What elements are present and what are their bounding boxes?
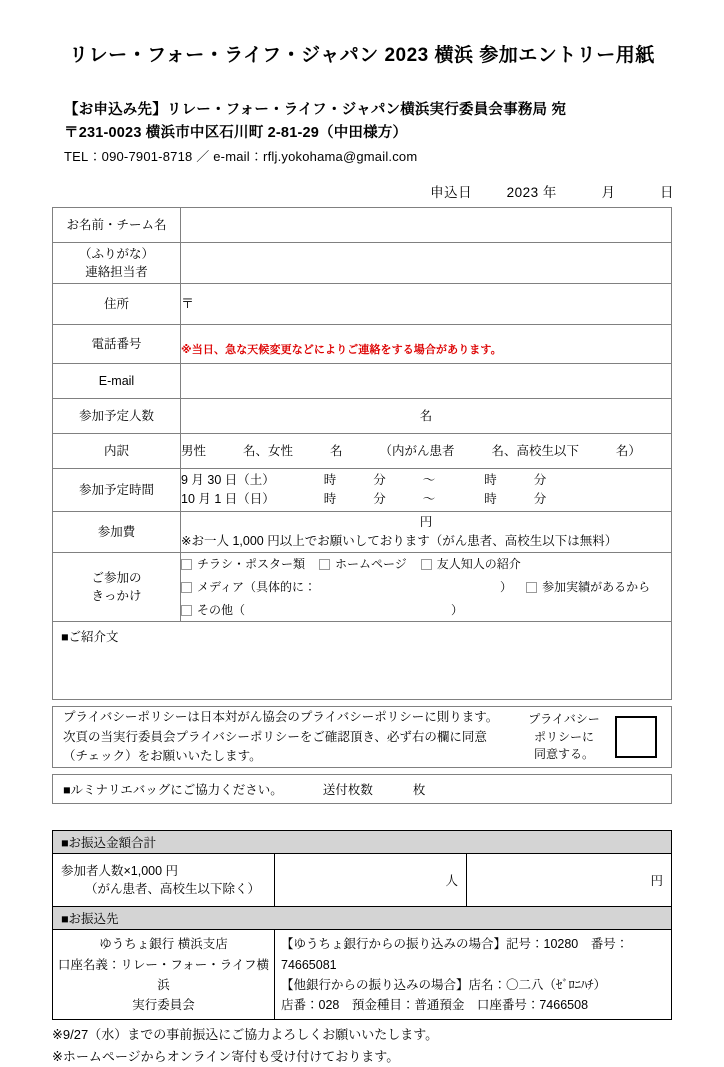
day2-tilde: ～ — [422, 492, 436, 507]
checkbox-past-participation[interactable] — [526, 582, 537, 593]
trigger-options — [181, 553, 672, 622]
day1-start-minute: 分 — [373, 472, 386, 487]
contact-addressee: 【お申込み先】リレー・フォー・ライフ・ジャパン横浜実行委員会事務局 宛 — [64, 102, 567, 118]
table-row-fee — [53, 512, 672, 553]
checkbox-media[interactable] — [181, 582, 192, 593]
label-expected-count: 参加予定人数 — [53, 399, 181, 434]
table-row-breakdown — [53, 434, 672, 469]
checkbox-label-past-participation: 参加実績があるから — [542, 579, 651, 594]
input-address[interactable] — [181, 284, 672, 325]
day1-tilde: ～ — [422, 472, 436, 487]
media-close-paren: ） — [500, 579, 513, 594]
input-expected-time[interactable] — [181, 469, 672, 512]
privacy-consent-label — [521, 711, 607, 763]
payment-total-header: ■お振込金額合計 — [53, 831, 672, 854]
contact-block — [36, 99, 688, 167]
label-tel: 電話番号 — [53, 325, 181, 364]
people-unit: 人 — [445, 874, 458, 889]
consent-line-3: 同意する。 — [533, 747, 594, 762]
expected-count-unit: 名 — [419, 408, 433, 423]
payment-table — [52, 830, 672, 1020]
payment-amount-exclusion: （がん患者、高校生以下除く） — [85, 882, 261, 897]
bank-transfer-details — [275, 930, 672, 1020]
postal-mark-icon: 〒 — [181, 296, 195, 312]
checkbox-homepage[interactable] — [319, 559, 330, 570]
privacy-line-1: プライバシーポリシーは日本対がん協会のプライバシーポリシーに則ります。 — [63, 710, 499, 725]
luminaria-bag-row — [52, 774, 672, 804]
application-date-line — [36, 181, 688, 201]
luminaria-count-label: 送付枚数 — [322, 783, 373, 798]
payment-destination-header: ■お振込先 — [53, 907, 672, 930]
checkbox-label-media: メディア（具体的に： — [197, 579, 317, 594]
breakdown-male-label: 男性 — [181, 443, 207, 458]
payment-total-header-row — [53, 831, 672, 854]
bank-holder-line2: 実行委員会 — [132, 998, 195, 1013]
label-address: 住所 — [53, 284, 181, 325]
input-expected-count[interactable] — [181, 399, 672, 434]
entry-details-table — [52, 207, 672, 622]
breakdown-female-unit: 名 — [329, 443, 343, 458]
fee-note: ※お一人 1,000 円以上でお願いしております（がん患者、高校生以下は無料） — [181, 534, 618, 549]
input-total-yen[interactable] — [467, 854, 672, 907]
expected-time-day1[interactable] — [181, 471, 671, 490]
contact-tel-email: TEL：090-7901-8718 ／ e-mail：rflj.yokohama@gmail.com — [64, 148, 418, 164]
intro-text-box[interactable] — [52, 622, 672, 700]
checkbox-other[interactable] — [181, 605, 192, 616]
breakdown-paren-open: （内がん患者 — [379, 443, 455, 458]
consent-line-2: ポリシーに — [533, 729, 594, 744]
privacy-line-2: 次頁の当実行委員会プライバシーポリシーをご確認頂き、必ず右の欄に同意 — [63, 729, 487, 744]
footer-note-1: ※9/27（水）までの事前振込にご協力よろしくお願いいたします。 — [52, 1027, 439, 1043]
checkbox-privacy-consent[interactable] — [615, 716, 657, 758]
breakdown-patient-unit: 名、高校生以下 — [491, 443, 579, 458]
day1-date: 9 月 30 日（土） — [181, 472, 275, 487]
contact-postal-address: 〒231-0023 横浜市中区石川町 2-81-29（中田様方） — [64, 125, 408, 142]
day2-end-minute: 分 — [533, 492, 547, 507]
trigger-row-3 — [181, 599, 671, 622]
label-trigger-line2: きっかけ — [91, 589, 142, 604]
intro-label: ■ご紹介文 — [61, 630, 119, 645]
trigger-row-2 — [181, 576, 671, 599]
input-people-count[interactable] — [275, 854, 467, 907]
checkbox-friend-referral[interactable] — [421, 559, 432, 570]
checkbox-flyer-poster[interactable] — [181, 559, 192, 570]
table-row-expected-count — [53, 399, 672, 434]
tel-weather-note: ※当日、急な天候変更などによりご連絡をする場合があります。 — [181, 343, 502, 356]
table-row-expected-time — [53, 469, 672, 512]
payment-amount-label — [53, 854, 275, 907]
bank-other-line2: 店番：028 預金種目：普通預金 口座番号：7466508 — [281, 998, 589, 1013]
label-furigana-line2: 連絡担当者 — [85, 265, 148, 280]
luminaria-count-unit[interactable]: 枚 — [412, 783, 426, 798]
bank-account-owner — [53, 930, 275, 1020]
label-furigana-line1: （ふりがな） — [78, 246, 154, 261]
consent-line-1: プライバシー — [528, 712, 600, 727]
footer-notes — [52, 1024, 672, 1067]
label-email: E-mail — [53, 364, 181, 399]
page-title: リレー・フォー・ライフ・ジャパン 2023 横浜 参加エントリー用紙 — [69, 45, 655, 66]
input-email[interactable] — [181, 364, 672, 399]
table-row-address — [53, 284, 672, 325]
bank-name: ゆうちょ銀行 横浜支店 — [99, 937, 228, 952]
checkbox-label-homepage: ホームページ — [335, 557, 407, 572]
label-breakdown: 内訳 — [53, 434, 181, 469]
footer-note-2: ※ホームページからオンライン寄付も受け付けております。 — [52, 1048, 400, 1064]
label-fee: 参加費 — [53, 512, 181, 553]
label-trigger-line1: ご参加の — [91, 571, 142, 586]
payment-amount-formula: 参加者人数×1,000 円 — [61, 863, 179, 878]
application-date-day: 日 — [660, 185, 674, 201]
payment-destination-header-row — [53, 907, 672, 930]
day1-end-minute: 分 — [533, 472, 547, 487]
bank-yucho-line: 【ゆうちょ銀行からの振り込みの場合】記号：10280 番号：74665081 — [281, 937, 629, 972]
day2-start-hour: 時 — [323, 492, 337, 507]
payment-amount-row — [53, 854, 672, 907]
day1-start-hour: 時 — [323, 472, 337, 487]
input-tel[interactable] — [181, 325, 672, 364]
breakdown-male-unit: 名、女性 — [242, 443, 293, 458]
privacy-line-3: （チェック）をお願いいたします。 — [63, 749, 262, 764]
checkbox-label-friend-referral: 友人知人の紹介 — [436, 557, 521, 572]
privacy-policy-text — [63, 708, 521, 766]
bank-details-row — [53, 930, 672, 1020]
application-date-month: 月 — [601, 185, 616, 201]
day2-end-hour: 時 — [484, 492, 497, 507]
other-close-paren: ） — [451, 602, 464, 617]
bank-holder-line1: 口座名義：リレー・フォー・ライフ横浜 — [57, 957, 270, 992]
day2-start-minute: 分 — [373, 492, 386, 507]
input-breakdown[interactable] — [181, 434, 672, 469]
yen-unit: 円 — [650, 874, 663, 889]
table-row-email — [53, 364, 672, 399]
trigger-row-1 — [181, 553, 671, 576]
luminaria-label: ■ルミナリエバッグにご協力ください。 — [63, 783, 283, 798]
application-date-label: 申込日 — [430, 185, 473, 201]
label-expected-time: 参加予定時間 — [53, 469, 181, 512]
day2-date: 10 月 1 日（日） — [181, 492, 275, 507]
checkbox-label-other: その他（ — [197, 602, 246, 617]
application-date-year: 2023 年 — [506, 185, 557, 201]
label-furigana — [53, 243, 181, 284]
privacy-policy-row — [52, 706, 672, 768]
table-row-furigana — [53, 243, 672, 284]
input-fee[interactable] — [181, 512, 672, 553]
checkbox-label-flyer-poster: チラシ・ポスター類 — [197, 557, 306, 572]
day1-end-hour: 時 — [484, 472, 497, 487]
fee-currency: 円 — [419, 515, 433, 530]
table-row-tel — [53, 325, 672, 364]
label-name-team: お名前・チーム名 — [53, 208, 181, 243]
input-name-team[interactable] — [181, 208, 672, 243]
input-furigana-contact[interactable] — [181, 243, 672, 284]
bank-other-line1: 【他銀行からの振り込みの場合】店名：〇二八（ｾﾞﾛﾆﾊﾁ） — [281, 977, 607, 992]
table-row-trigger — [53, 553, 672, 622]
expected-time-day2[interactable] — [181, 490, 671, 509]
label-trigger — [53, 553, 181, 622]
table-row-name-team — [53, 208, 672, 243]
breakdown-student-unit: 名） — [615, 443, 641, 458]
